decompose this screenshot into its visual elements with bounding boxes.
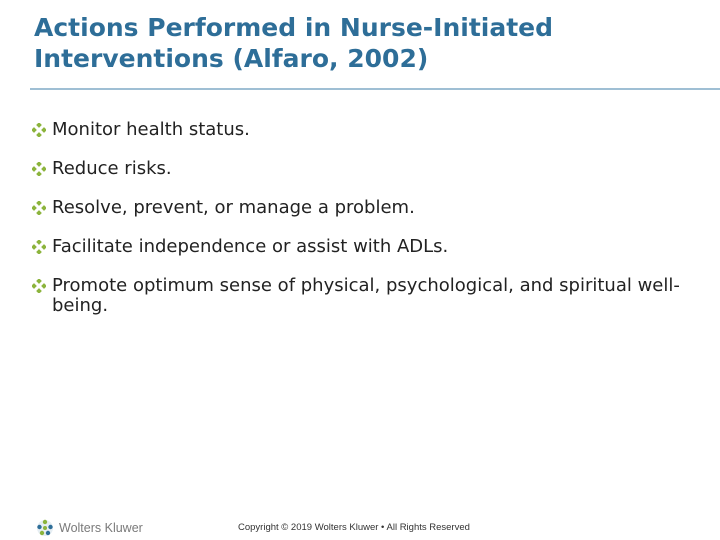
logo-text: Wolters Kluwer bbox=[59, 521, 143, 535]
diamond-bullet-icon bbox=[32, 240, 46, 254]
bullet-item bbox=[32, 276, 692, 316]
title-divider bbox=[30, 88, 720, 90]
bullet-item bbox=[32, 120, 692, 140]
wolters-kluwer-logo bbox=[36, 519, 143, 537]
diamond-bullet-icon bbox=[32, 123, 46, 137]
bullet-item bbox=[32, 159, 692, 179]
title-line-1: Actions Performed in Nurse-Initiated bbox=[34, 13, 554, 42]
bullet-text: Promote optimum sense of physical, psychological, and spiritual well-being. bbox=[52, 275, 680, 316]
bullet-text: Reduce risks. bbox=[52, 158, 172, 179]
bullet-list bbox=[32, 120, 692, 335]
bullet-text: Resolve, prevent, or manage a problem. bbox=[52, 197, 415, 218]
copyright-notice: Copyright © 2019 Wolters Kluwer • All Rights Reserved bbox=[238, 522, 470, 533]
bullet-item bbox=[32, 237, 692, 257]
diamond-bullet-icon bbox=[32, 279, 46, 293]
bullet-item bbox=[32, 198, 692, 218]
slide-title bbox=[34, 12, 694, 74]
title-line-2: Interventions (Alfaro, 2002) bbox=[34, 44, 429, 73]
diamond-bullet-icon bbox=[32, 201, 46, 215]
logo-mark-icon bbox=[36, 519, 54, 537]
bullet-text: Facilitate independence or assist with ADLs. bbox=[52, 236, 449, 257]
bullet-text: Monitor health status. bbox=[52, 119, 250, 140]
diamond-bullet-icon bbox=[32, 162, 46, 176]
